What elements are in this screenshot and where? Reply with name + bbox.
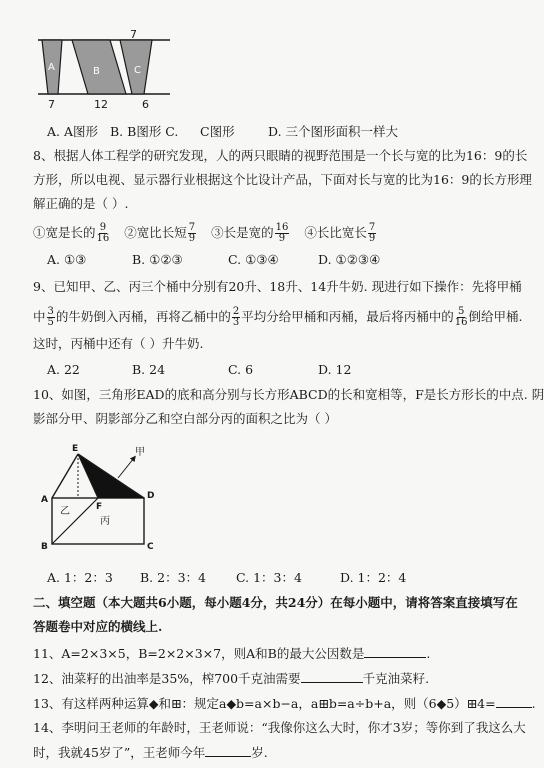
answer-blank[interactable] [205, 744, 251, 757]
q12-question: 12、油菜籽的出油率是35%，榨700千克油需要 千克油菜籽. [33, 671, 430, 686]
q9-option-b: B. 24 [132, 362, 166, 377]
shape-a-label: A [48, 62, 55, 73]
q10-option-c: C. 1：3：4 [236, 570, 302, 585]
label-jia: 甲 [135, 447, 145, 458]
q8-text-line3: 解正确的是（ ）. [33, 196, 129, 211]
q10-option-d: D. 1：2：4 [340, 570, 407, 585]
bottom-length-b: 12 [94, 98, 108, 111]
fraction: $\frac{5}{16}$ [454, 306, 468, 328]
q13-question: 13、有这样两种运算◆和⊞：规定a◆b=a×b−a，a⊞b=a÷b+a，则（6◆5）⊞4= . [33, 696, 536, 711]
q7-option-c: C图形 [200, 124, 235, 139]
answer-blank[interactable] [496, 695, 532, 708]
label-d: D [147, 491, 155, 501]
q9-option-d: D. 12 [318, 362, 352, 377]
q8-s3: ③长是宽的 $\frac{16}{9}$ [211, 222, 289, 244]
q8-option-c: C. ①③④ [228, 252, 279, 267]
answer-blank[interactable] [364, 645, 426, 658]
q8-option-a: A. ①③ [47, 252, 87, 267]
q10-option-a: A. 1：2：3 [47, 570, 113, 585]
q9-text-line3: 这时，丙桶中还有（ ）升牛奶. [33, 336, 204, 351]
label-c: C [147, 542, 154, 552]
fraction: $\frac{2}{3}$ [232, 306, 240, 328]
q10-text-line2: 影部分甲、阴影部分乙和空白部分丙的面积之比为（ ） [33, 411, 337, 426]
label-e: E [72, 444, 79, 454]
q9-text-line2: 中 $\frac{3}{5}$ 的牛奶倒入丙桶，再将乙桶中的 $\frac{2}{3}$ 平均分给甲桶和丙桶，最后将丙桶中的 $\frac{5}{16}$ 倒给甲桶. [33, 306, 523, 328]
q8-s4: ④长比宽长 $\frac{7}{9}$ [304, 222, 376, 244]
q10-text-line1: 10、如图，三角形EAD的底和高分别与长方形ABCD的长和宽相等，F是长方形长的中点. 阴 [33, 387, 544, 402]
edge-ea [52, 454, 78, 498]
area-comparison-figure [30, 28, 180, 112]
fraction: $\frac{9}{16}$ [96, 222, 110, 244]
fraction: $\frac{3}{5}$ [47, 306, 54, 328]
bottom-length-a: 7 [48, 98, 55, 111]
shape-c-label: C [134, 65, 141, 76]
label-bing: 丙 [100, 516, 110, 527]
label-a: A [41, 495, 48, 505]
label-yi: 乙 [60, 506, 70, 517]
q7-option-d: D. 三个图形面积一样大 [268, 124, 399, 139]
q9-text-line1: 9、已知甲、乙、丙三个桶中分别有20升、18升、14升牛奶. 现进行如下操作：先将甲桶 [33, 279, 522, 294]
q14-text-line2: 时，我就45岁了”，王老师今年 岁. [33, 745, 268, 760]
section2-heading-line2: 答题卷中对应的横线上. [33, 619, 163, 634]
triangle-rectangle-figure [34, 438, 184, 556]
fraction: $\frac{7}{9}$ [368, 222, 376, 244]
q8-s1: ①宽是长的 $\frac{9}{16}$ [33, 222, 110, 244]
q8-statements [33, 222, 377, 244]
fraction: $\frac{7}{9}$ [188, 222, 196, 244]
q8-option-b: B. ①②③ [132, 252, 183, 267]
label-f: F [96, 502, 103, 512]
top-length-label: 7 [130, 28, 137, 41]
pointer-arrow [118, 458, 134, 478]
q8-text-line1: 8、根据人体工程学的研究发现，人的两只眼睛的视野范围是一个长与宽的比为16：9的长 [33, 148, 528, 163]
segment-bf [52, 498, 98, 544]
shape-b-label: B [93, 66, 100, 77]
q14-text-line1: 14、李明问王老师的年龄时，王老师说：“我像你这么大时，你才3岁；等你到了我这么大 [33, 720, 526, 735]
q9-option-c: C. 6 [228, 362, 254, 377]
q8-text-line2: 方形，所以电视、显示器行业根据这个比设计产品，下面对长与宽的比为16：9的长方形理 [33, 172, 532, 187]
q8-s2: ②宽比长短 $\frac{7}{9}$ [124, 222, 196, 244]
fraction: $\frac{16}{9}$ [275, 222, 289, 244]
label-b: B [41, 542, 48, 552]
q10-option-b: B. 2：3：4 [140, 570, 206, 585]
answer-blank[interactable] [301, 670, 363, 683]
bottom-length-c: 6 [142, 98, 149, 111]
section2-heading-line1: 二、填空题（本大题共6小题，每小题4分，共24分）在每小题中，请将答案直接填写在 [33, 595, 518, 610]
q7-option-b: B. B图形 C. [110, 124, 179, 139]
q8-option-d: D. ①②③④ [318, 252, 381, 267]
q9-option-a: A. 22 [47, 362, 80, 377]
q11-question: 11、A=2×3×5，B=2×2×3×7，则A和B的最大公因数是 . [33, 646, 431, 661]
q7-option-a: A. A图形 [47, 124, 99, 139]
